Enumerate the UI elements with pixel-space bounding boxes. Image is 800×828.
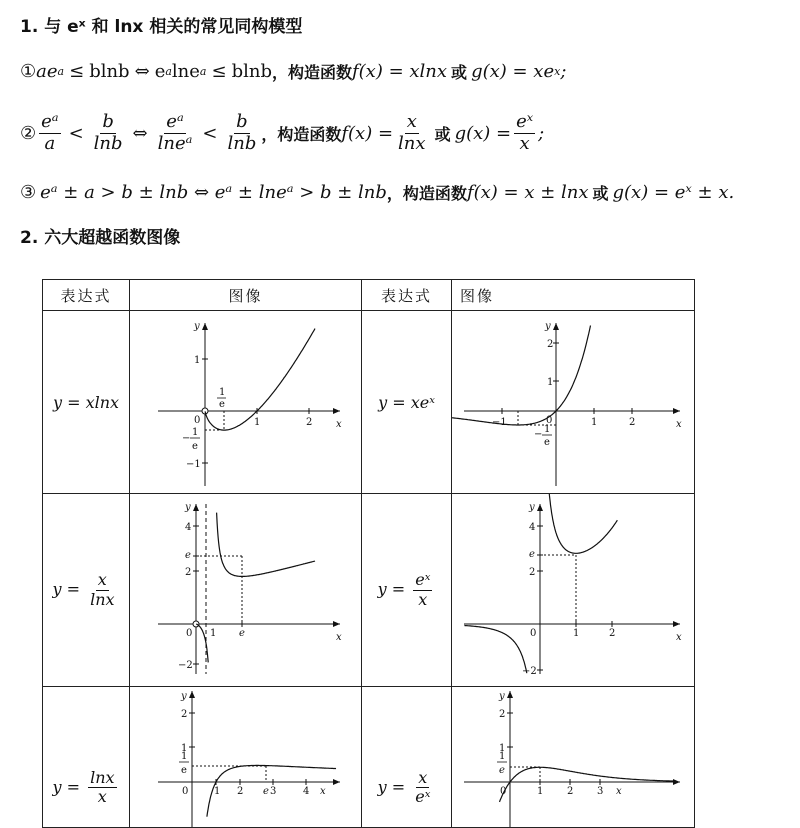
section2-title: 2. 六大超越函数图像 [20, 228, 181, 248]
svg-text:1: 1 [499, 751, 506, 762]
svg-text:1: 1 [499, 743, 506, 754]
curve-x-over-ex [500, 767, 676, 802]
svg-text:e: e [192, 441, 198, 452]
svg-text:e: e [219, 399, 225, 410]
svg-text:x: x [616, 786, 622, 797]
graph-xex [452, 311, 695, 494]
svg-text:2: 2 [181, 709, 188, 720]
expr-xlnx: y = xlnx [43, 311, 130, 494]
svg-text:3: 3 [270, 786, 277, 797]
svg-text:e: e [185, 550, 191, 561]
svg-text:0: 0 [194, 415, 201, 426]
svg-text:1: 1 [547, 377, 554, 388]
curve-ex-over-x [464, 494, 617, 673]
graph-x-over-ex-svg [452, 687, 694, 827]
header-expr-left: 表达式 [43, 280, 130, 311]
expr-xex: y = xeˣ [362, 311, 452, 494]
svg-text:y: y [181, 691, 187, 702]
formula-3: ③ eᵃ ± a > b ± lnb ⇔ eᵃ ± lneᵃ > b ± lnb ，构造函数 f(x) = x ± lnx 或 g(x) = eˣ ± x. [20, 182, 735, 203]
svg-text:x: x [676, 632, 682, 643]
graph-lnx-over-x-svg [130, 687, 361, 827]
svg-text:2: 2 [529, 567, 536, 578]
svg-text:2: 2 [567, 786, 574, 797]
svg-text:1: 1 [210, 628, 217, 639]
expr-x-over-lnx: y = $\frac{x}{\ln x}$ [43, 494, 130, 687]
graph-ex-over-x [452, 494, 695, 687]
curve-xex [452, 326, 591, 426]
svg-text:1: 1 [181, 751, 188, 762]
y-axis-label: y [194, 321, 200, 332]
svg-text:−2: −2 [522, 666, 537, 677]
table-row [43, 687, 695, 828]
svg-text:e: e [529, 549, 535, 560]
svg-text:y: y [529, 502, 535, 513]
svg-text:2: 2 [237, 786, 244, 797]
svg-text:x: x [336, 632, 342, 643]
section1-title: 1. 与 eˣ 和 lnx 相关的常见同构模型 [20, 17, 303, 37]
svg-text:x: x [320, 786, 326, 797]
header-graph-left: 图像 [130, 280, 362, 311]
expr-lnx-over-x: y = $\frac{\ln x}{x}$ [43, 687, 130, 828]
formula-2: ② $\frac{\text{eᵃ}}{a}$ < $\frac{b}{\ln b}$ ⇔ $\frac{\text{eᵃ}}{\text{lneᵃ}}$ < $\frac{b}{\ln b}$ ，构造函数 f(x) = $\frac{x}{\ln x}$ 或 g(x) = $\frac{\text{eˣ}}{x}$ ; [20, 111, 545, 154]
svg-text:−1: −1 [492, 417, 507, 428]
svg-text:2: 2 [185, 567, 192, 578]
svg-text:0: 0 [530, 628, 537, 639]
svg-text:4: 4 [529, 522, 536, 533]
graph-lnx-over-x [130, 687, 362, 828]
svg-text:1: 1 [194, 355, 201, 366]
svg-text:1: 1 [544, 424, 551, 435]
svg-text:2: 2 [629, 417, 636, 428]
svg-text:−1: −1 [186, 459, 201, 470]
curve-xlnx [205, 329, 315, 431]
svg-text:4: 4 [185, 522, 192, 533]
svg-text:e: e [499, 765, 505, 776]
svg-text:4: 4 [303, 786, 310, 797]
graph-x-over-ex [452, 687, 695, 828]
header-graph-right: 图像 [452, 280, 695, 311]
svg-text:−2: −2 [178, 660, 193, 671]
svg-text:−: − [182, 433, 191, 444]
expr-ex-over-x: y = $\frac{\text{eˣ}}{x}$ [362, 494, 452, 687]
graph-xlnx-svg [130, 311, 361, 493]
svg-text:1: 1 [573, 628, 580, 639]
table-row [43, 494, 695, 687]
graph-xlnx [130, 311, 362, 494]
svg-text:1: 1 [591, 417, 598, 428]
svg-text:e: e [544, 437, 550, 448]
svg-text:−: − [534, 429, 543, 440]
svg-text:1: 1 [181, 743, 188, 754]
expr-x-over-ex: y = $\frac{x}{\text{eˣ}}$ [362, 687, 452, 828]
svg-text:1: 1 [537, 786, 544, 797]
svg-text:y: y [545, 321, 551, 332]
svg-text:e: e [239, 628, 245, 639]
svg-text:0: 0 [182, 786, 189, 797]
svg-text:0: 0 [546, 415, 553, 426]
svg-text:0: 0 [186, 628, 193, 639]
svg-text:e: e [181, 765, 187, 776]
svg-text:1: 1 [219, 387, 226, 398]
svg-text:y: y [499, 691, 505, 702]
graph-x-over-lnx-svg [130, 494, 361, 686]
svg-text:x: x [676, 419, 682, 430]
svg-text:1: 1 [192, 427, 199, 438]
svg-text:y: y [185, 502, 191, 513]
svg-text:2: 2 [609, 628, 616, 639]
svg-text:1: 1 [254, 417, 261, 428]
formula-1-num: ① [20, 61, 37, 82]
svg-text:2: 2 [547, 339, 554, 350]
svg-text:3: 3 [597, 786, 604, 797]
table-row [43, 311, 695, 494]
functions-table [42, 279, 695, 828]
x-axis-label: x [336, 419, 342, 430]
formula-1: ① ae a ≤ blnb ⇔ e a lne a ≤ blnb ，构造函数 f(x) = xlnx 或 g(x) = xe x ; [20, 61, 567, 82]
svg-text:2: 2 [306, 417, 313, 428]
svg-text:e: e [263, 786, 269, 797]
svg-text:1: 1 [214, 786, 221, 797]
svg-text:0: 0 [500, 786, 507, 797]
curve-x-over-lnx [196, 513, 315, 663]
graph-ex-over-x-svg [452, 494, 694, 686]
graph-x-over-lnx [130, 494, 362, 687]
table-header-row [43, 280, 695, 311]
header-expr-right: 表达式 [362, 280, 452, 311]
svg-text:2: 2 [499, 709, 506, 720]
graph-xex-svg [452, 311, 694, 493]
